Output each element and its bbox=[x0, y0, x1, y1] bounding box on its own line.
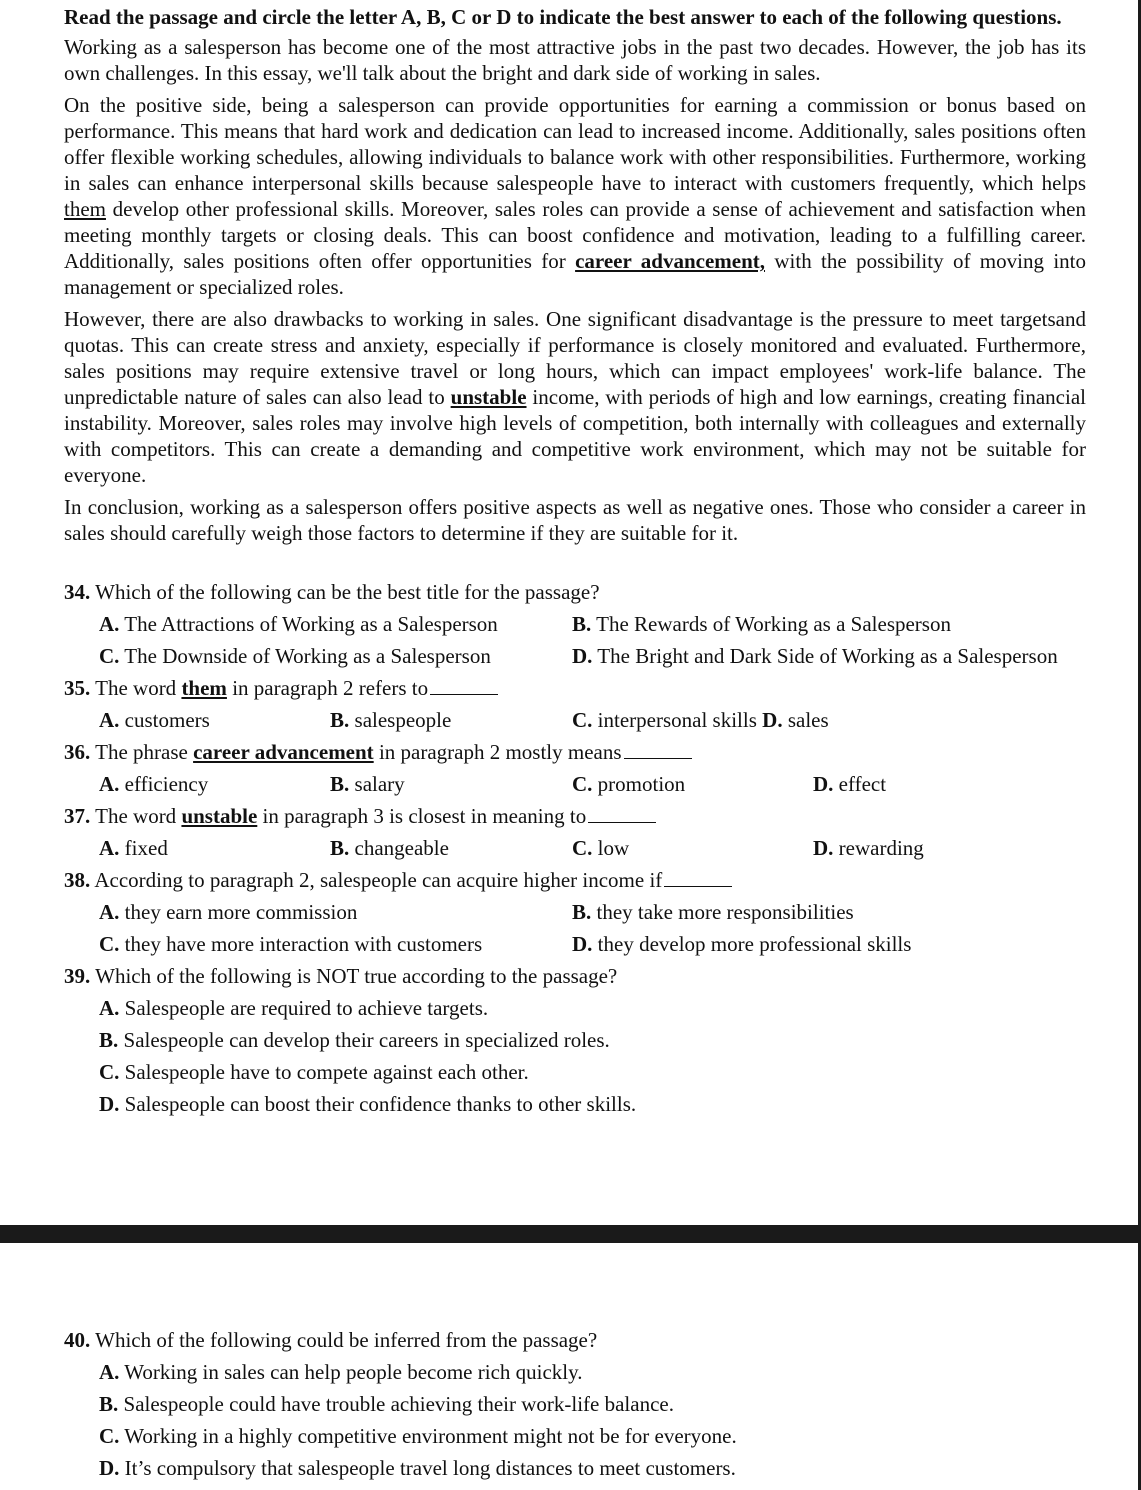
option-40-c[interactable]: C. Working in a highly competitive environment might not be for everyone. bbox=[99, 1424, 737, 1448]
option-35-d[interactable]: D. sales bbox=[762, 708, 829, 732]
options-37 bbox=[64, 832, 1086, 864]
option-34-d[interactable]: D. The Bright and Dark Side of Working as a Salesperson bbox=[572, 644, 1058, 668]
page-divider bbox=[0, 1225, 1141, 1243]
options-38-row-2 bbox=[64, 928, 1086, 960]
option-35-b[interactable]: B. salespeople bbox=[330, 708, 452, 732]
passage-paragraph-1: Working as a salesperson has become one of the most attractive jobs in the past two decades. However, the job has its own challenges. In this essay, we'll talk about the bright and dark side of working in sales. bbox=[64, 35, 1086, 85]
keyword-unstable: unstable bbox=[181, 804, 258, 828]
option-37-b[interactable]: B. changeable bbox=[330, 836, 449, 860]
question-37: 37. The word unstable in paragraph 3 is closest in meaning to bbox=[64, 800, 1086, 832]
option-39-d[interactable]: D. Salespeople can boost their confidence thanks to other skills. bbox=[99, 1092, 637, 1116]
paragraph-2-text-a: On the positive side, being a salesperson can provide opportunities for earning a commission or bonus based on performance. This means that hard work and dedication can lead to increased income. Additionally, sales positions often offer flexible working schedules, allowing individuals to balance work with other responsibilities. Furthermore, working in sales can enhance interpersonal skills because salespeople have to interact with customers frequently, which helps bbox=[64, 93, 1086, 195]
option-36-a[interactable]: A. efficiency bbox=[99, 772, 209, 796]
option-38-b[interactable]: B. they take more responsibilities bbox=[572, 900, 854, 924]
question-number: 34. bbox=[64, 580, 91, 604]
answer-blank bbox=[430, 676, 498, 695]
option-36-b[interactable]: B. salary bbox=[330, 772, 405, 796]
passage-paragraph-3 bbox=[64, 306, 1086, 488]
option-37-c[interactable]: C. low bbox=[572, 836, 630, 860]
keyword-them: them bbox=[181, 676, 227, 700]
options-38-row-1 bbox=[64, 896, 1086, 928]
answer-blank bbox=[664, 868, 732, 887]
option-39-c[interactable]: C. Salespeople have to compete against each other. bbox=[99, 1060, 529, 1084]
option-35-a[interactable]: A. customers bbox=[99, 708, 210, 732]
option-37-a[interactable]: A. fixed bbox=[99, 836, 168, 860]
question-36: 36. The phrase career advancement in paragraph 2 mostly means bbox=[64, 736, 1086, 768]
option-39-a[interactable]: A. Salespeople are required to achieve targets. bbox=[99, 996, 489, 1020]
question-39: 39. Which of the following is NOT true according to the passage? bbox=[64, 964, 618, 988]
option-36-d[interactable]: D. effect bbox=[813, 772, 887, 796]
paragraph-3-text-b: income, with periods of high and low earnings, creating financial instability. Moreover, sales roles may involve high levels of competition, both internally with colleagues and externally with competitors. This can create a demanding and competitive work environment, which may not be suitable for everyone. bbox=[64, 385, 1086, 487]
option-38-d[interactable]: D. they develop more professional skills bbox=[572, 932, 912, 956]
answer-blank bbox=[588, 804, 656, 823]
option-35-c[interactable]: C. interpersonal skills D. sales bbox=[572, 708, 829, 732]
options-34-row-2 bbox=[64, 640, 1086, 672]
keyword-career-advancement: career advancement, bbox=[575, 249, 766, 273]
paragraph-3-text-a: However, there are also drawbacks to working in sales. One significant disadvantage is the pressure to meet targetsand quotas. This can create stress and anxiety, especially if performance is closely monitored and evaluated. Furthermore, sales positions may require extensive travel or long hours, which can impact employees' work-life balance. The unpredictable nature of sales can also lead to bbox=[64, 307, 1086, 409]
option-34-c[interactable]: C. The Downside of Working as a Salesperson bbox=[99, 644, 491, 668]
answer-blank bbox=[624, 740, 692, 759]
option-39-b[interactable]: B. Salespeople can develop their careers in specialized roles. bbox=[99, 1028, 610, 1052]
option-34-a[interactable]: A. The Attractions of Working as a Salesperson bbox=[99, 612, 498, 636]
instruction-heading: Read the passage and circle the letter A, B, C or D to indicate the best answer to each of the following questions. bbox=[64, 5, 1062, 29]
question-40: 40. Which of the following could be inferred from the passage? bbox=[64, 1328, 598, 1352]
question-34 bbox=[64, 576, 1086, 608]
keyword-unstable: unstable bbox=[450, 385, 527, 409]
keyword-them: them bbox=[64, 197, 106, 221]
page-section-bottom bbox=[64, 1324, 1086, 1484]
question-35: 35. The word them in paragraph 2 refers to bbox=[64, 672, 1086, 704]
options-36 bbox=[64, 768, 1086, 800]
option-38-a[interactable]: A. they earn more commission bbox=[99, 900, 358, 924]
option-40-d[interactable]: D. It’s compulsory that salespeople travel long distances to meet customers. bbox=[99, 1456, 736, 1480]
passage-paragraph-2 bbox=[64, 92, 1086, 300]
option-40-a[interactable]: A. Working in sales can help people become rich quickly. bbox=[99, 1360, 583, 1384]
page-section-top bbox=[64, 4, 1086, 1120]
options-35 bbox=[64, 704, 1086, 736]
reading-passage bbox=[64, 34, 1086, 546]
passage-paragraph-4: In conclusion, working as a salesperson offers positive aspects as well as negative ones. Those who consider a career in sales should carefully weigh those factors to determine if they are suitable for it. bbox=[64, 495, 1086, 545]
paragraph-2-text-b: develop other professional skills. Moreover, sales roles can provide a sense of achievement and satisfaction when meeting monthly targets or closing deals. This can boost confidence and motivation, leading to a fulfilling career. Additionally, sales positions often offer opportunities for bbox=[64, 197, 1086, 273]
keyword-career-advancement: career advancement bbox=[193, 740, 374, 764]
paragraph-2-text-c: with the possibility of moving into management or specialized roles. bbox=[64, 249, 1086, 299]
question-list bbox=[64, 576, 1086, 1120]
option-40-b[interactable]: B. Salespeople could have trouble achieving their work-life balance. bbox=[99, 1392, 674, 1416]
options-34-row-1 bbox=[64, 608, 1086, 640]
option-34-b[interactable]: B. The Rewards of Working as a Salesperson bbox=[572, 612, 951, 636]
option-38-c[interactable]: C. they have more interaction with customers bbox=[99, 932, 483, 956]
option-36-c[interactable]: C. promotion bbox=[572, 772, 686, 796]
question-text: Which of the following can be the best title for the passage? bbox=[95, 580, 600, 604]
option-37-d[interactable]: D. rewarding bbox=[813, 836, 924, 860]
question-38: 38. According to paragraph 2, salespeople can acquire higher income if bbox=[64, 864, 1086, 896]
